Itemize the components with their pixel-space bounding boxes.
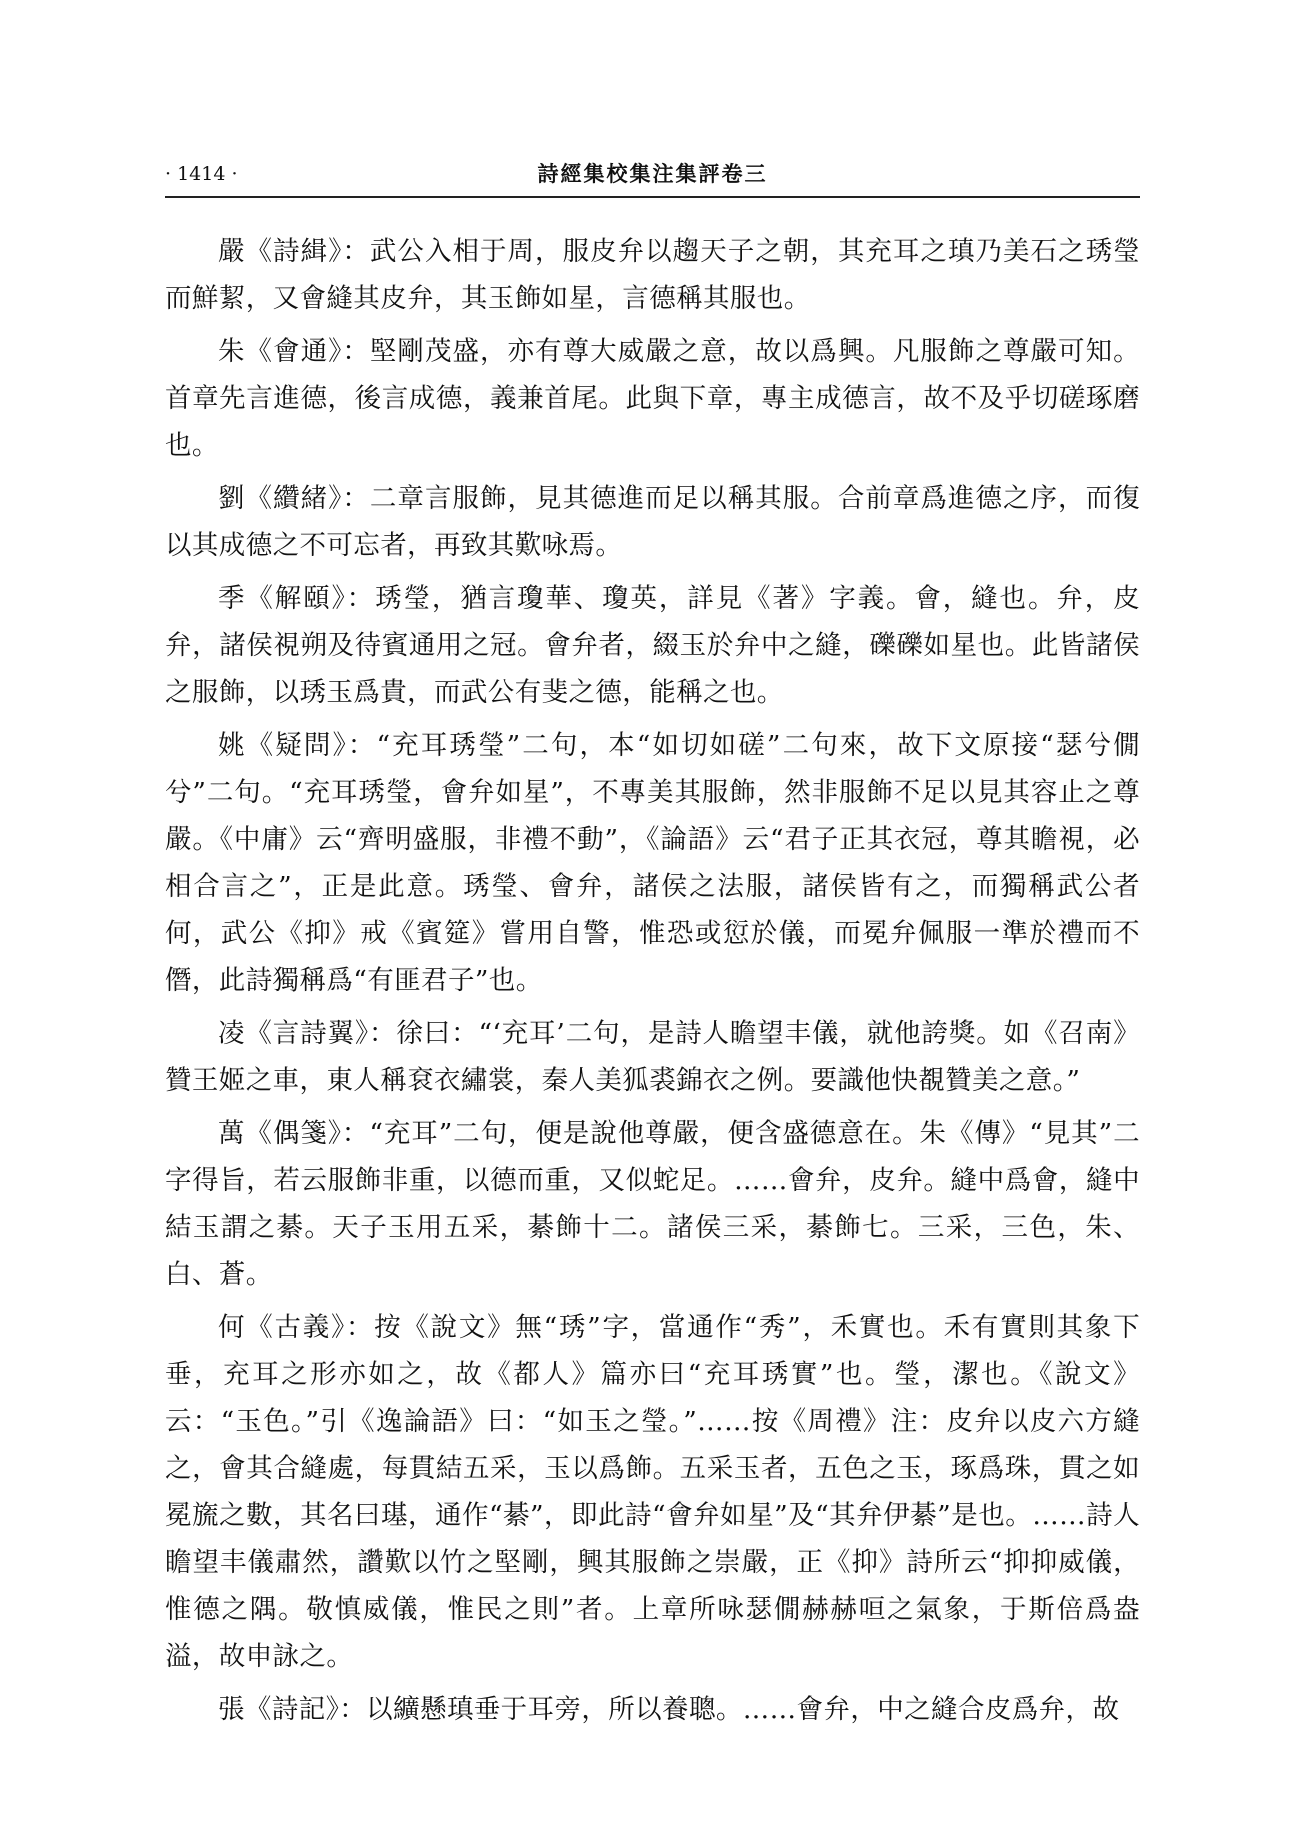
paragraph-liu-zuanxu: 劉《纘緒》：二章言服飾，見其德進而足以稱其服。合前章爲進德之序，而復以其成德之不可忘者，再致其歎咏焉。 — [165, 483, 1140, 561]
paragraph-yao-yiwen: 姚《疑問》：“充耳琇瑩”二句，本“如切如磋”二句來，故下文原接“瑟兮僩兮”二句。“充耳琇瑩，會弁如星”，不專美其服飾，然非服飾不足以見其容止之尊嚴。《中庸》云“齊明盛服，非禮不動”，《論語》云“君子正其衣冠，尊其瞻視，必相合言之”，正是此意。琇瑩、會弁，諸侯之法服，諸侯皆有之，而獨稱武公者何，武公《抑》戒《賓筵》嘗用自警，惟恐或愆於儀，而冕弁佩服一準於禮而不僭，此詩獨稱爲“有匪君子”也。 — [165, 730, 1140, 996]
paragraph-zhang-shiji: 張《詩記》：以纊懸瑱垂于耳旁，所以養聰。……會弁，中之縫合皮爲弁，故 — [218, 1694, 1120, 1725]
running-title: 詩經集校集注集評卷三 — [537, 161, 768, 186]
header-rule — [165, 196, 1140, 198]
paragraph-ji-jieyi: 季《解頤》：琇瑩，猶言瓊華、瓊英，詳見《著》字義。會，縫也。弁，皮弁，諸侯視朔及待賓通用之冠。會弁者，綴玉於弁中之縫，礫礫如星也。此皆諸侯之服飾，以琇玉爲貴，而武公有斐之德，能稱之也。 — [165, 583, 1140, 708]
paragraph-zhu-huitong: 朱《會通》：堅剛茂盛，亦有尊大威嚴之意，故以爲興。凡服飾之尊嚴可知。首章先言進德，後言成德，義兼首尾。此與下章，專主成德言，故不及乎切磋琢磨也。 — [165, 336, 1140, 461]
paragraph-ling-yanshiyi: 凌《言詩翼》：徐曰：“‘充耳’二句，是詩人瞻望丰儀，就他誇獎。如《召南》贊王姬之車，東人稱袞衣繡裳，秦人美狐裘錦衣之例。要識他快覩贊美之意。” — [165, 1018, 1140, 1096]
page-number: · 1414 · — [165, 163, 238, 185]
paragraph-wan-oujian: 萬《偶箋》：“充耳”二句，便是說他尊嚴，便含盛德意在。朱《傳》“見其”二字得旨，若云服飾非重，以德而重，又似蛇足。……會弁，皮弁。縫中爲會，縫中結玉謂之綦。天子玉用五采，綦飾十二。諸侯三采，綦飾七。三采，三色，朱、白、蒼。 — [165, 1118, 1140, 1290]
body-text — [165, 228, 1140, 1739]
paragraph-yan-shiji: 嚴《詩緝》：武公入相于周，服皮弁以趨天子之朝，其充耳之瑱乃美石之琇瑩而鮮絜，又會縫其皮弁，其玉飾如星，言德稱其服也。 — [165, 236, 1140, 314]
paragraph-he-guyi: 何《古義》：按《說文》無“琇”字，當通作“秀”，禾實也。禾有實則其象下垂，充耳之形亦如之，故《都人》篇亦曰“充耳琇實”也。瑩，潔也。《說文》云：“玉色。”引《逸論語》曰：“如玉之瑩。”……按《周禮》注：皮弁以皮六方縫之，會其合縫處，每貫結五采，玉以爲飾。五采玉者，五色之玉，琢爲珠，貫之如冕旒之數，其名曰璂，通作“綦”，即此詩“會弁如星”及“其弁伊綦”是也。……詩人瞻望丰儀肅然，讚歎以竹之堅剛，興其服飾之崇嚴，正《抑》詩所云“抑抑威儀，惟德之隅。敬慎威儀，惟民之則”者。上章所咏瑟僩赫赫咺之氣象，于斯倍爲盎溢，故申詠之。 — [165, 1312, 1140, 1672]
page-header — [165, 158, 1140, 198]
